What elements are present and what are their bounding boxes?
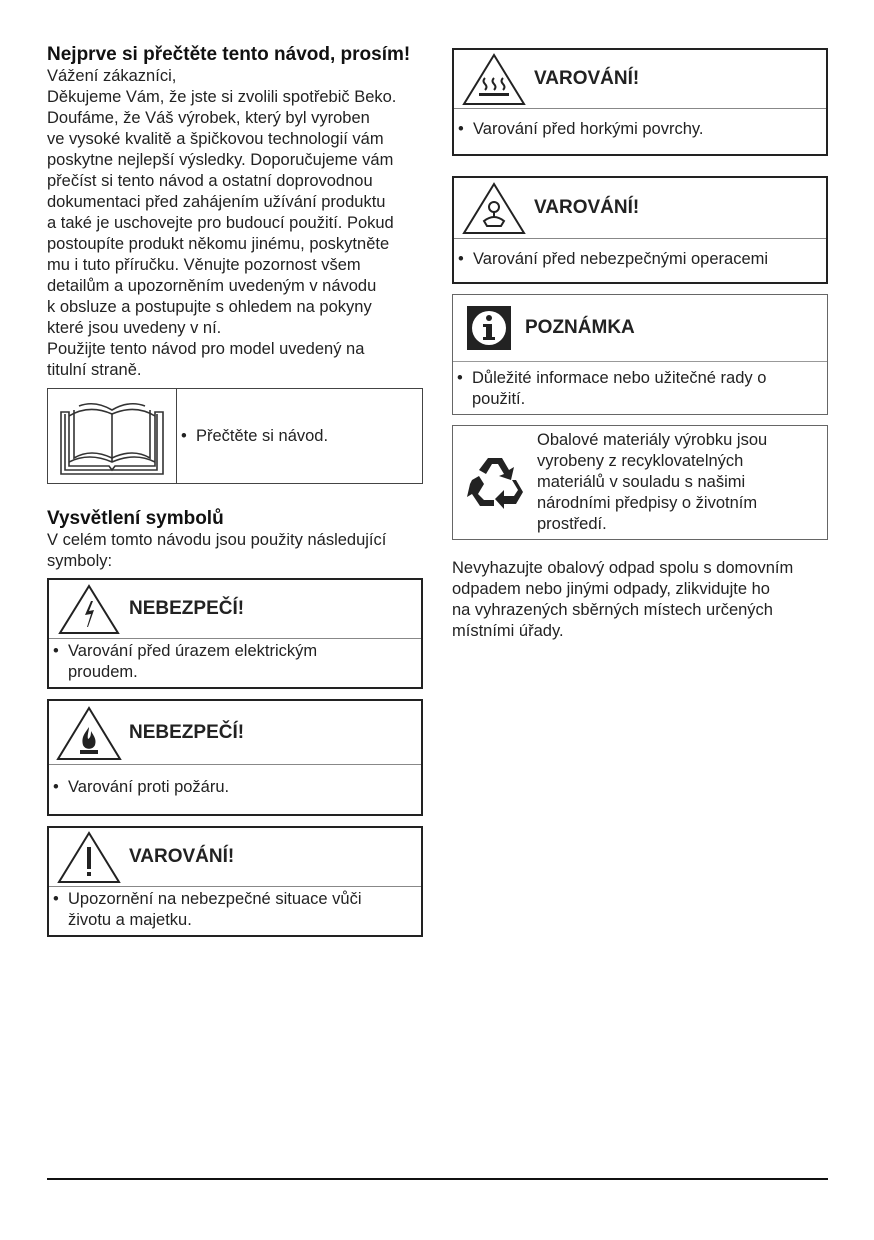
hot-surface-icon [454,52,534,106]
exclamation-warning-icon [49,830,129,884]
bullet: • [181,426,187,445]
box-title: VAROVÁNÍ! [534,68,640,89]
intro-line: poskytne nejlepší výsledky. Doporučujeme vám [47,151,394,169]
warning-operations-box [452,176,828,284]
recycling-line: Obalové materiály výrobku jsou [537,431,768,449]
info-icon [453,305,525,351]
read-manual-label: Přečtěte si návod. [196,426,329,445]
intro-line: detailům a upozorněním uvedeným v návodu [47,277,377,295]
recycling-line: prostředí. [537,515,607,533]
disposal-text [452,558,828,642]
recycling-text [537,426,827,539]
box-line: Varování před úrazem elektrickým [68,642,318,660]
box-title: NEBEZPEČÍ! [129,721,245,743]
disposal-line: místními úřady. [452,622,564,640]
open-book-icon [48,389,177,483]
intro-line: přečíst si tento návod a ostatní doprovodnou [47,172,373,190]
bullet: • [53,642,59,660]
bullet: • [53,778,59,796]
box-line: Varování před horkými povrchy. [473,120,704,138]
note-box [452,294,828,415]
symbols-line: V celém tomto návodu jsou použity následující [47,531,387,549]
recycling-line: materiálů v souladu s našimi [537,473,746,491]
danger-fire-box [47,699,423,816]
intro-heading: Nejprve si přečtěte tento návod, prosím! [47,44,411,65]
read-manual-text [177,389,422,483]
recycle-icon [453,426,537,539]
intro-line: které jsou uvedeny v ní. [47,319,222,337]
box-title: VAROVÁNÍ! [534,197,640,218]
box-line: Upozornění na nebezpečné situace vůči [68,890,362,908]
box-line: Varování před nebezpečnými operacemi [473,250,769,268]
read-manual-box [47,388,423,484]
disposal-line: na vyhrazených sběrných místech určených [452,601,773,619]
recycling-box [452,425,828,540]
intro-line: Děkujeme Vám, že jste si zvolili spotřebič Beko. [47,88,397,106]
fire-hazard-icon [49,705,129,761]
intro-line: k obsluze a postupujte s ohledem na pokyny [47,298,372,316]
recycling-line: vyrobeny z recyklovatelných [537,452,744,470]
note-line: použití. [472,390,526,408]
note-title: POZNÁMKA [525,317,635,338]
right-column [452,48,828,642]
footer-rule [47,1178,828,1180]
intro-line: postoupíte produkt někomu jinému, poskytněte [47,235,390,253]
intro-line: ve vysoké kvalitě a špičkovou technologií vám [47,130,384,148]
symbols-heading: Vysvětlení symbolů [47,508,224,529]
bullet: • [458,120,464,138]
note-line: Důležité informace nebo užitečné rady o [472,369,767,387]
bullet: • [457,369,463,387]
recycling-line: národními předpisy o životním [537,494,758,512]
electric-hazard-icon [49,583,129,635]
bullet: • [53,890,59,908]
box-line: proudem. [68,663,138,681]
symbols-line: symboly: [47,552,113,570]
disposal-line: odpadem nebo jinými odpady, zlikvidujte ho [452,580,770,598]
intro-line: Použijte tento návod pro model uvedený na [47,340,365,358]
box-title: NEBEZPEČÍ! [129,598,245,619]
disposal-line: Nevyhazujte obalový odpad spolu s domovním [452,559,794,577]
box-title: VAROVÁNÍ! [129,846,235,867]
dangerous-operation-icon [454,181,534,235]
danger-electric-box [47,578,423,689]
intro-text [47,66,423,381]
intro-line: a také je uschovejte pro budoucí použití. Pokud [47,214,394,232]
intro-line: Doufáme, že Váš výrobek, který byl vyroben [47,109,370,127]
intro-line: titulní straně. [47,361,142,379]
intro-line: mu i tuto příručku. Věnujte pozornost všem [47,256,361,274]
box-line: Varování proti požáru. [68,778,230,796]
warning-hot-surface-box [452,48,828,156]
warning-general-box [47,826,423,937]
intro-line: dokumentaci před zahájením užívání produktu [47,193,386,211]
intro-line: Vážení zákazníci, [47,67,177,85]
box-line: životu a majetku. [68,911,192,929]
left-column [47,44,423,937]
bullet: • [458,250,464,268]
